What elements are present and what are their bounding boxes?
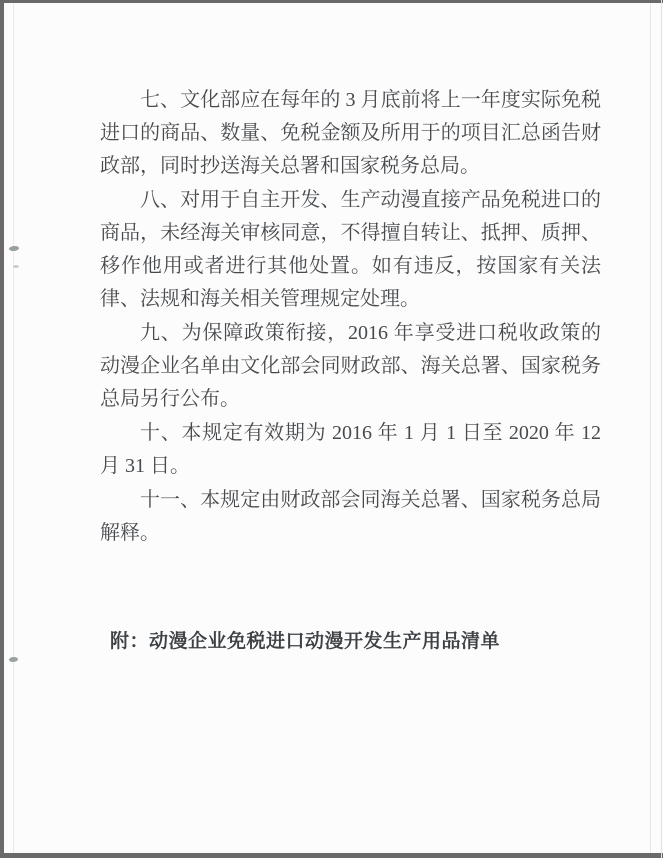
document-body xyxy=(100,84,601,551)
scan-artifact-mark xyxy=(13,265,19,268)
paragraph-clause-10: 十、本规定有效期为 2016 年 1 月 1 日至 2020 年 12 月 31 日。 xyxy=(100,422,601,477)
paragraph-clause-9: 九、为保障政策衔接，2016 年享受进口税收政策的动漫企业名单由文化部会同财政部、海关总署、国家税务总局另行公布。 xyxy=(100,322,601,410)
document-paper xyxy=(4,3,663,853)
attachment-line: 附：动漫企业免税进口动漫开发生产用品清单 xyxy=(110,631,501,652)
paragraph-clause-11: 十一、本规定由财政部会同海关总署、国家税务总局解释。 xyxy=(100,489,601,544)
paragraph-clause-7: 七、文化部应在每年的 3 月底前将上一年度实际免税进口的商品、数量、免税金额及所用于的项目汇总函告财政部，同时抄送海关总署和国家税务总局。 xyxy=(100,89,601,177)
scan-edge-line xyxy=(661,0,662,858)
paragraph-clause-8: 八、对用于自主开发、生产动漫直接产品免税进口的商品，未经海关审核同意，不得擅自转让、抵押、质押、移作他用或者进行其他处置。如有违反，按国家有关法律、法规和海关相关管理规定处理。 xyxy=(100,189,601,310)
